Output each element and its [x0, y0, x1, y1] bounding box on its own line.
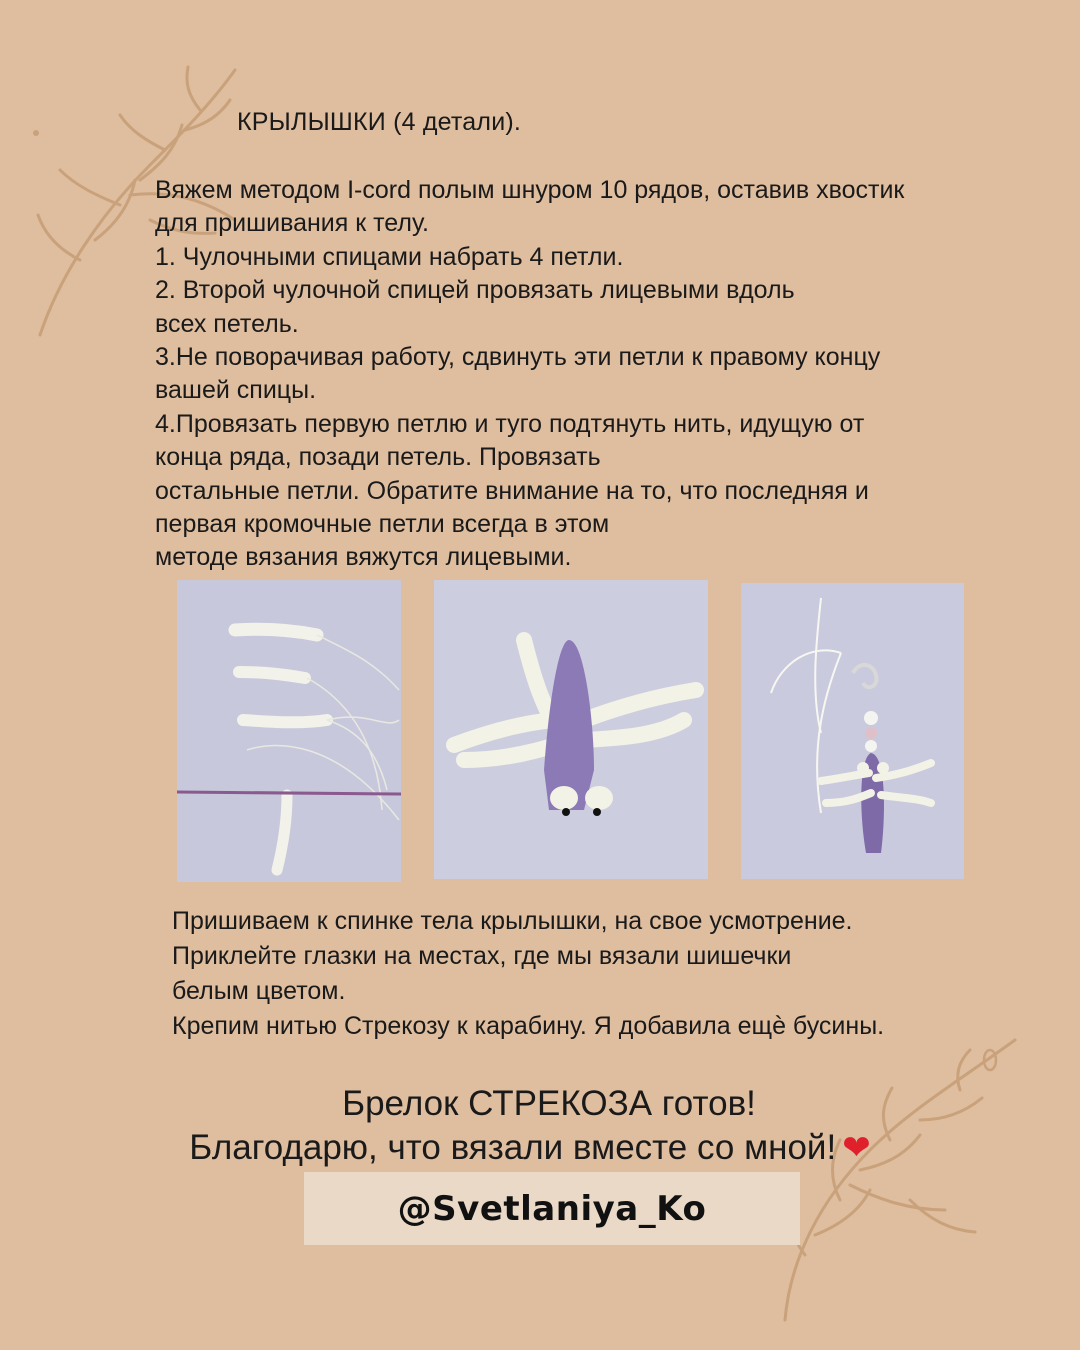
instruction-line: Пришиваем к спинке тела крылышки, на свое усмотрение. — [172, 907, 853, 935]
photo-dragonfly-keychain — [741, 583, 964, 879]
instruction-line: белым цветом. — [172, 977, 346, 1005]
instruction-line: Крепим нитью Стрекозу к карабину. Я добавила ещѐ бусины. — [172, 1012, 885, 1040]
closing-message — [0, 1082, 1080, 1170]
author-handle-box — [304, 1172, 800, 1245]
intro-line: 2. Второй чулочной спицей провязать лицевыми вдоль — [155, 276, 795, 305]
photo-dragonfly-with-wings — [434, 580, 708, 879]
author-handle: @Svetlaniya_Ko — [397, 1188, 707, 1229]
dot-icon — [33, 130, 39, 136]
assembly-instructions — [172, 904, 1072, 1044]
thanks-text: Благодарю, что вязали вместе со мной! — [189, 1128, 837, 1167]
intro-line: для пришивания к телу. — [155, 209, 429, 238]
thanks-line — [0, 1126, 1080, 1170]
intro-line: первая кромочные петли всегда в этом — [155, 510, 610, 539]
intro-text — [155, 174, 1015, 575]
red-heart-icon: ❤ — [842, 1128, 871, 1168]
intro-line: вашей спицы. — [155, 376, 317, 405]
branch-decoration-bottom-right — [760, 1020, 1030, 1330]
intro-line: остальные петли. Обратите внимание на то, что последняя и — [155, 476, 869, 505]
intro-line: всех петель. — [155, 309, 299, 338]
instruction-line: Приклейте глазки на местах, где мы вязали шишечки — [172, 942, 792, 970]
intro-line: методе вязания вяжутся лицевыми. — [155, 543, 572, 572]
intro-line: Вяжем методом I-cord полым шнуром 10 рядов, оставив хвостик — [155, 176, 905, 204]
ready-line: Брелок СТРЕКОЗА готов! — [342, 1084, 756, 1123]
photo-wing-pieces — [177, 580, 401, 882]
intro-line: 1. Чулочными спицами набрать 4 петли. — [155, 242, 624, 271]
intro-line: 4.Провязать первую петлю и туго подтянуть нить, идущую от — [155, 409, 865, 438]
intro-line: конца ряда, позади петель. Провязать — [155, 443, 601, 472]
section-title: КРЫЛЫШКИ (4 детали). — [237, 108, 522, 136]
intro-line: 3.Не поворачивая работу, сдвинуть эти петли к правому концу — [155, 343, 881, 372]
